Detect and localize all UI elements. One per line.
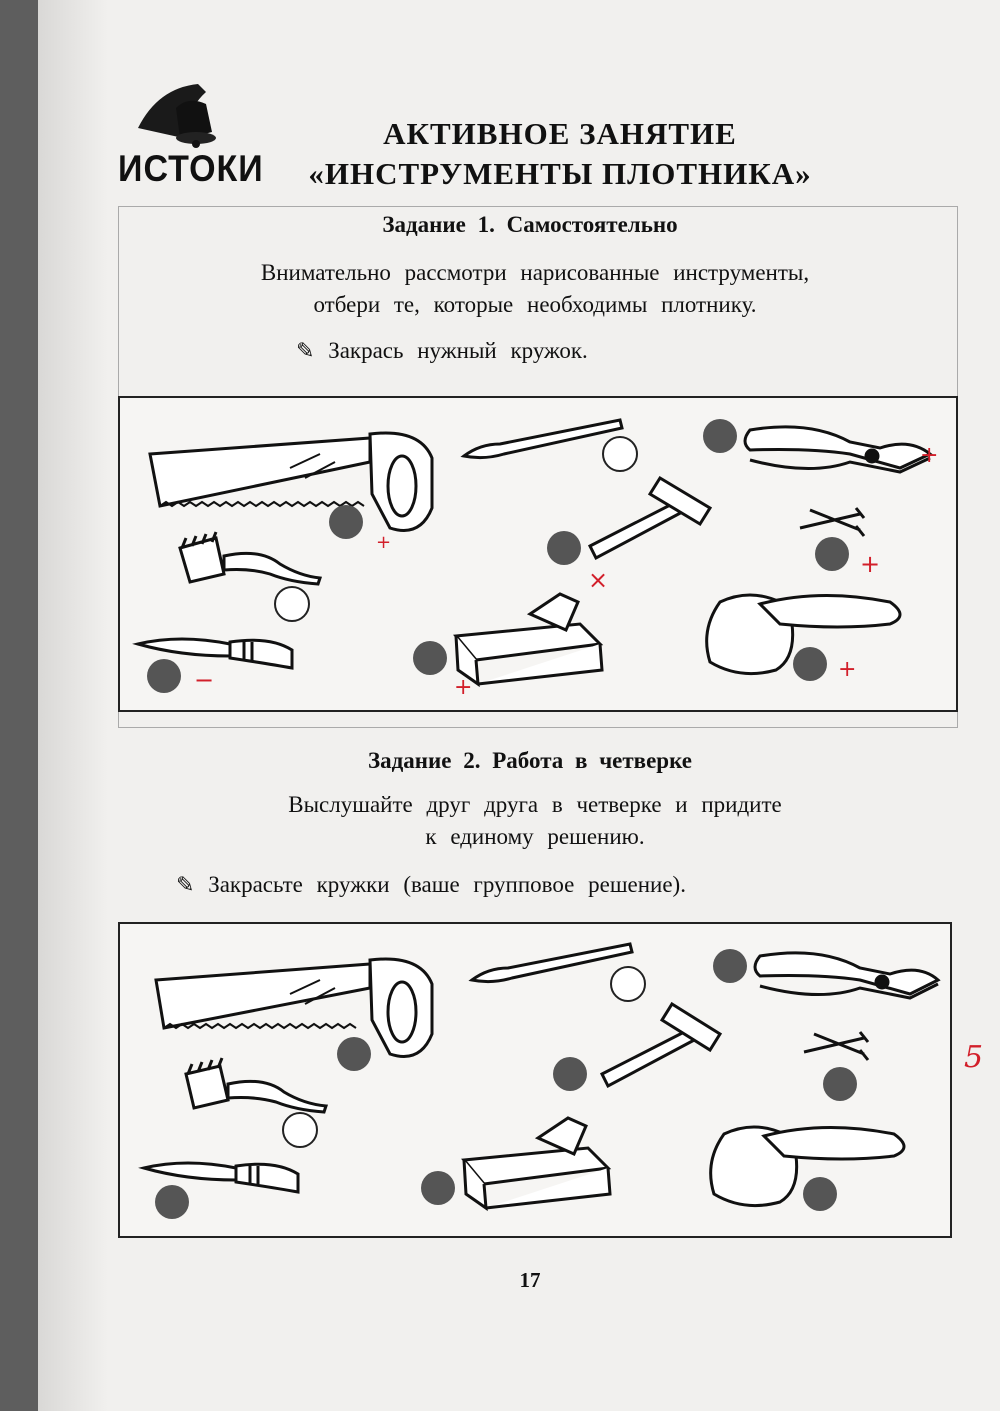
knife-choice-circle[interactable] — [155, 1185, 189, 1219]
pliers-icon — [745, 427, 930, 472]
brush-pen-choice-circle[interactable] — [611, 967, 645, 1001]
plane-choice-circle[interactable] — [421, 1171, 455, 1205]
page-title-line2: «ИНСТРУМЕНТЫ ПЛОТНИКА» — [308, 156, 812, 191]
nails-choice-circle[interactable] — [815, 537, 849, 571]
saw-choice-circle[interactable] — [337, 1037, 371, 1071]
nails-choice-circle[interactable] — [823, 1067, 857, 1101]
bell-logo-icon — [128, 78, 228, 148]
plane-icon — [456, 594, 602, 684]
knife-mark: − — [194, 666, 215, 694]
plane-choice-circle[interactable] — [413, 641, 447, 675]
brush-pen-choice-circle[interactable] — [603, 437, 637, 471]
brush-pen-icon — [464, 420, 622, 458]
pliers-mark: + — [920, 443, 939, 468]
hammer-icon — [590, 478, 710, 558]
page-title-line1: АКТИВНОЕ ЗАНЯТИЕ — [383, 116, 737, 151]
paint-brush-icon — [186, 1058, 326, 1112]
task1-tools-frame — [118, 396, 958, 712]
saw-choice-circle[interactable] — [329, 505, 363, 539]
paint-brush-choice-circle[interactable] — [275, 587, 309, 621]
pliers-choice-circle[interactable] — [713, 949, 747, 983]
axe-mark: + — [838, 657, 857, 682]
task1-instruction-line1: Внимательно рассмотри нарисованные инструменты, — [260, 260, 810, 285]
hammer-mark: × — [588, 566, 609, 594]
saw-mark: + — [376, 532, 392, 553]
paint-brush-choice-circle[interactable] — [283, 1113, 317, 1147]
page-binding-shadow — [38, 0, 108, 1411]
task2-tools-drawing — [120, 924, 950, 1236]
hammer-icon — [602, 1004, 720, 1086]
task2-instruction-line2: к единому решению. — [425, 824, 645, 849]
task1-heading: Задание 1. Самостоятельно — [382, 212, 678, 237]
task1-tools-drawing — [120, 398, 956, 710]
pliers-choice-circle[interactable] — [703, 419, 737, 453]
teacher-grade: 5 — [964, 1040, 984, 1075]
pliers-icon — [755, 953, 938, 998]
nails-icon — [800, 508, 864, 536]
task1-instruction-line2: отбери те, которые необходимы плотнику. — [313, 292, 757, 317]
task2-instruction-line1: Выслушайте друг друга в четверке и придите — [288, 792, 782, 817]
brush-pen-icon — [472, 944, 632, 982]
saw-icon — [156, 959, 432, 1057]
plane-icon — [464, 1118, 610, 1208]
hammer-choice-circle[interactable] — [547, 531, 581, 565]
task1-color-instruction: Закрась нужный кружок. — [328, 338, 588, 363]
nails-mark: + — [860, 550, 881, 578]
nails-icon — [804, 1032, 868, 1060]
task2-color-instruction-row — [176, 872, 686, 898]
task1-color-instruction-row — [296, 338, 588, 364]
paint-brush-icon — [180, 532, 320, 584]
task2-heading: Задание 2. Работа в четверке — [368, 748, 692, 773]
pencil-icon: ✎ — [176, 872, 195, 897]
hammer-choice-circle[interactable] — [553, 1057, 587, 1091]
task2-tools-frame — [118, 922, 952, 1238]
knife-choice-circle[interactable] — [147, 659, 181, 693]
pencil-icon: ✎ — [296, 338, 315, 363]
saw-icon — [150, 433, 432, 531]
axe-choice-circle[interactable] — [803, 1177, 837, 1211]
plane-mark: + — [454, 675, 473, 700]
axe-choice-circle[interactable] — [793, 647, 827, 681]
task2-color-instruction: Закрасьте кружки (ваше групповое решение). — [208, 872, 686, 897]
page-number: 17 — [519, 1268, 541, 1292]
logo-text: ИСТОКИ — [118, 148, 264, 190]
